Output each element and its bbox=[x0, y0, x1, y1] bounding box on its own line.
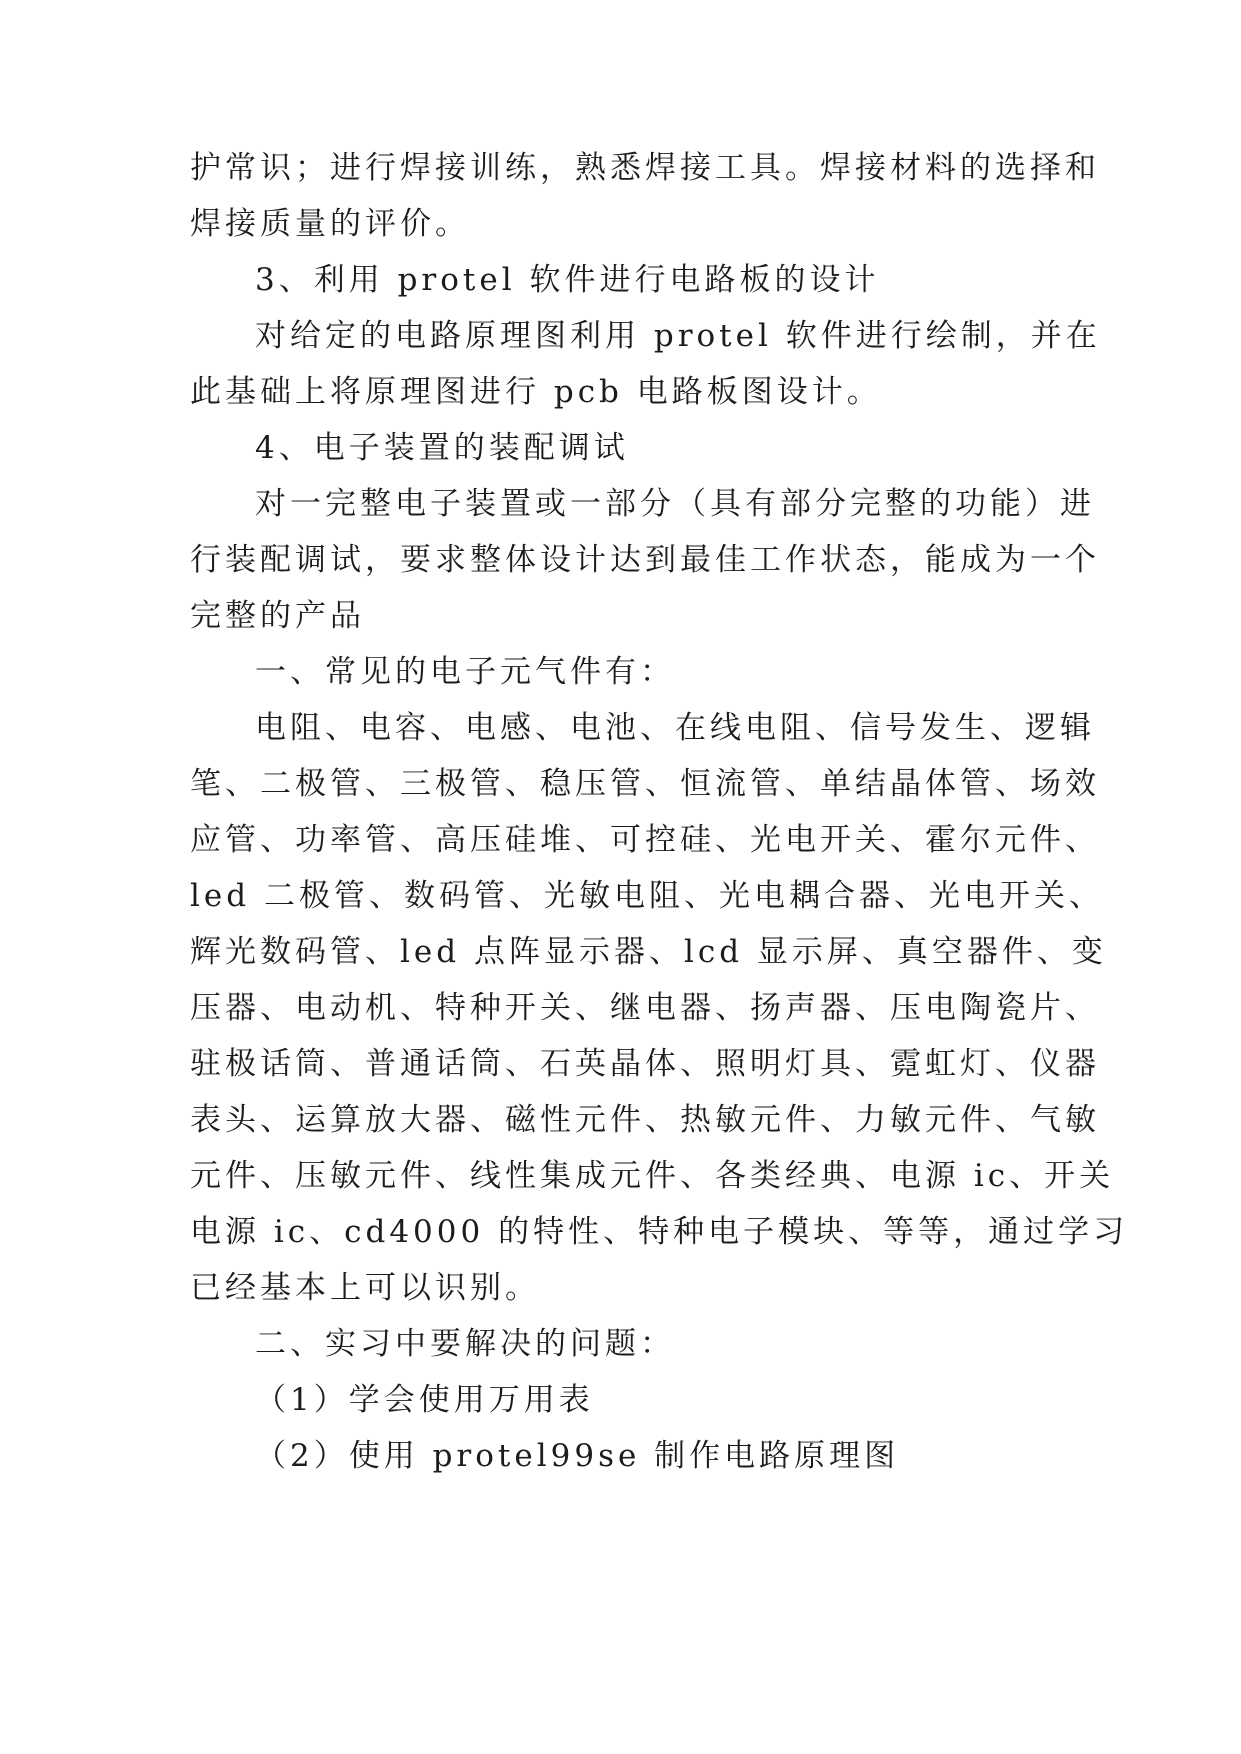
text-line: 辉光数码管、led 点阵显示器、lcd 显示屏、真空器件、变 bbox=[190, 934, 1107, 970]
text-line: 压器、电动机、特种开关、继电器、扬声器、压电陶瓷片、 bbox=[190, 990, 1100, 1026]
text-line: 行装配调试，要求整体设计达到最佳工作状态，能成为一个 bbox=[190, 542, 1100, 578]
text-line: 护常识；进行焊接训练，熟悉焊接工具。焊接材料的选择和 bbox=[190, 150, 1100, 186]
text-line: 电阻、电容、电感、电池、在线电阻、信号发生、逻辑 bbox=[255, 710, 1095, 746]
text-line: 此基础上将原理图进行 pcb 电路板图设计。 bbox=[190, 374, 882, 410]
section-heading: 4、电子装置的装配调试 bbox=[255, 430, 629, 466]
text-line: 对一完整电子装置或一部分（具有部分完整的功能）进 bbox=[255, 486, 1095, 522]
section-heading: 二、实习中要解决的问题： bbox=[255, 1326, 675, 1362]
section-heading: 一、常见的电子元气件有： bbox=[255, 654, 675, 690]
text-line: 表头、运算放大器、磁性元件、热敏元件、力敏元件、气敏 bbox=[190, 1102, 1100, 1138]
text-line: 对给定的电路原理图利用 protel 软件进行绘制，并在 bbox=[255, 318, 1101, 354]
text-line: 电源 ic、cd4000 的特性、特种电子模块、等等，通过学习 bbox=[190, 1214, 1129, 1250]
text-line: 应管、功率管、高压硅堆、可控硅、光电开关、霍尔元件、 bbox=[190, 822, 1100, 858]
text-line: 完整的产品 bbox=[190, 598, 365, 634]
text-line: 笔、二极管、三极管、稳压管、恒流管、单结晶体管、场效 bbox=[190, 766, 1100, 802]
text-line: 驻极话筒、普通话筒、石英晶体、照明灯具、霓虹灯、仪器 bbox=[190, 1046, 1100, 1082]
section-heading: 3、利用 protel 软件进行电路板的设计 bbox=[255, 262, 880, 298]
list-item: （1）学会使用万用表 bbox=[255, 1382, 594, 1418]
list-item: （2）使用 protel99se 制作电路原理图 bbox=[255, 1438, 900, 1474]
text-line: 元件、压敏元件、线性集成元件、各类经典、电源 ic、开关 bbox=[190, 1158, 1115, 1194]
text-line: 已经基本上可以识别。 bbox=[190, 1270, 540, 1306]
text-line: 焊接质量的评价。 bbox=[190, 206, 470, 242]
text-line: led 二极管、数码管、光敏电阻、光电耦合器、光电开关、 bbox=[190, 878, 1104, 914]
